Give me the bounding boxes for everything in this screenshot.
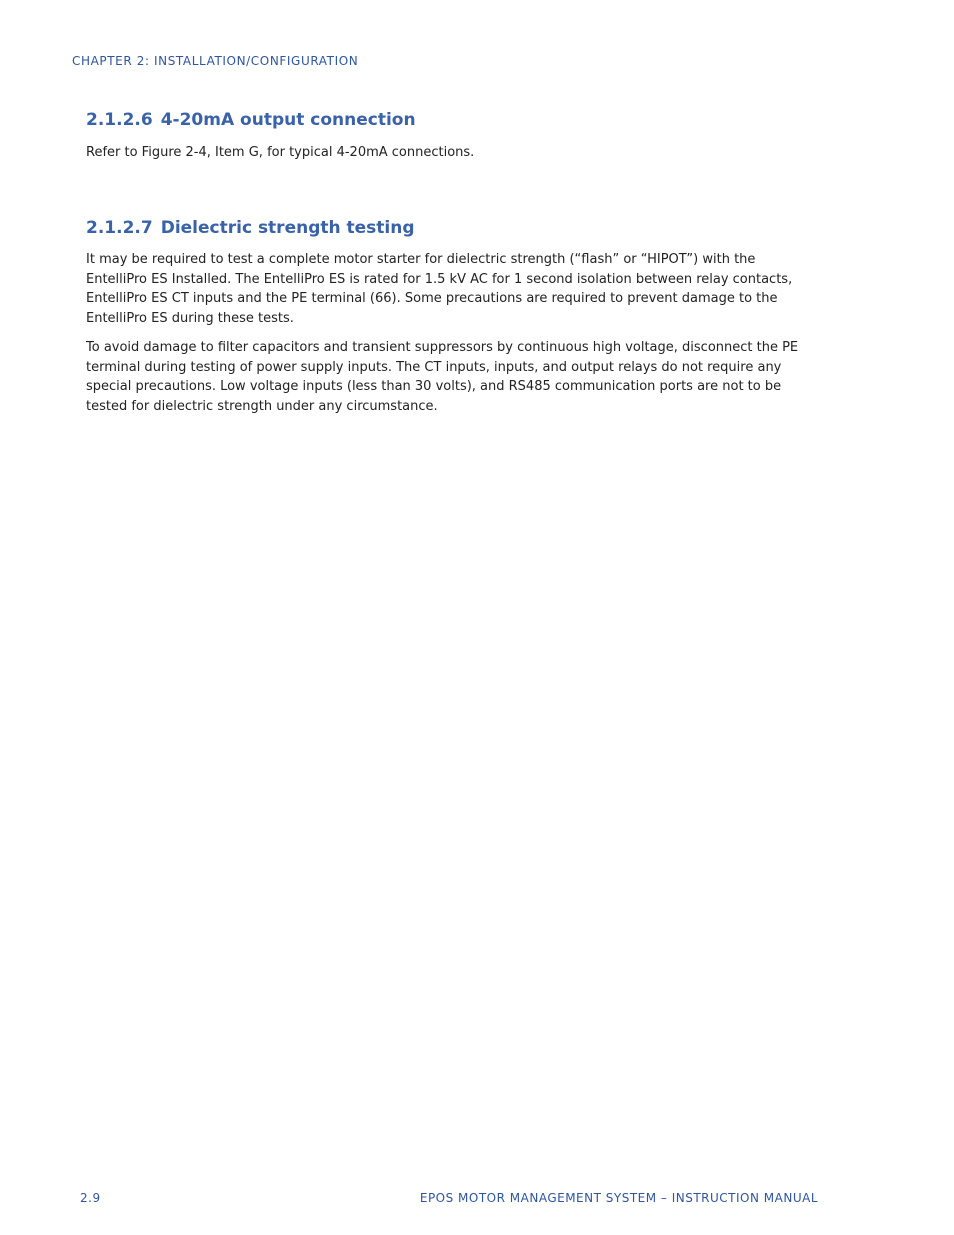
paragraph-4-20ma: Refer to Figure 2-4, Item G, for typical 4-20mA connections. — [86, 145, 475, 160]
running-head: CHAPTER 2: INSTALLATION/CONFIGURATION — [72, 54, 359, 68]
section-title: Dielectric strength testing — [160, 218, 415, 238]
manual-title: EPOS MOTOR MANAGEMENT SYSTEM – INSTRUCTION MANUAL — [419, 1191, 818, 1205]
paragraph-dielectric-1: It may be required to test a complete motor starter for dielectric strength (“flash” or “HIPOT”) with the EntelliPro ES Installed. The EntelliPro ES is rated for 1.5 kV AC for 1 second isolation between relay contacts, EntelliPro ES CT inputs and the PE terminal (66). Some precautions are required to prevent damage to the EntelliPro ES during these tests. — [86, 252, 793, 326]
section-number: 2.1.2.6 — [86, 110, 153, 130]
section-heading-4-20ma — [86, 110, 416, 130]
section-title: 4-20mA output connection — [160, 110, 416, 130]
section-number: 2.1.2.7 — [86, 218, 153, 238]
paragraph-dielectric-2: To avoid damage to filter capacitors and transient suppressors by continuous high voltage, disconnect the PE terminal during testing of power supply inputs. The CT inputs, inputs, and output relays do not require any special precautions. Low voltage inputs (less than 30 volts), and RS485 communication ports are not to be tested for dielectric strength under any circumstance. — [86, 340, 799, 414]
page-number: 2.9 — [80, 1191, 101, 1205]
section-heading-dielectric — [86, 218, 415, 238]
